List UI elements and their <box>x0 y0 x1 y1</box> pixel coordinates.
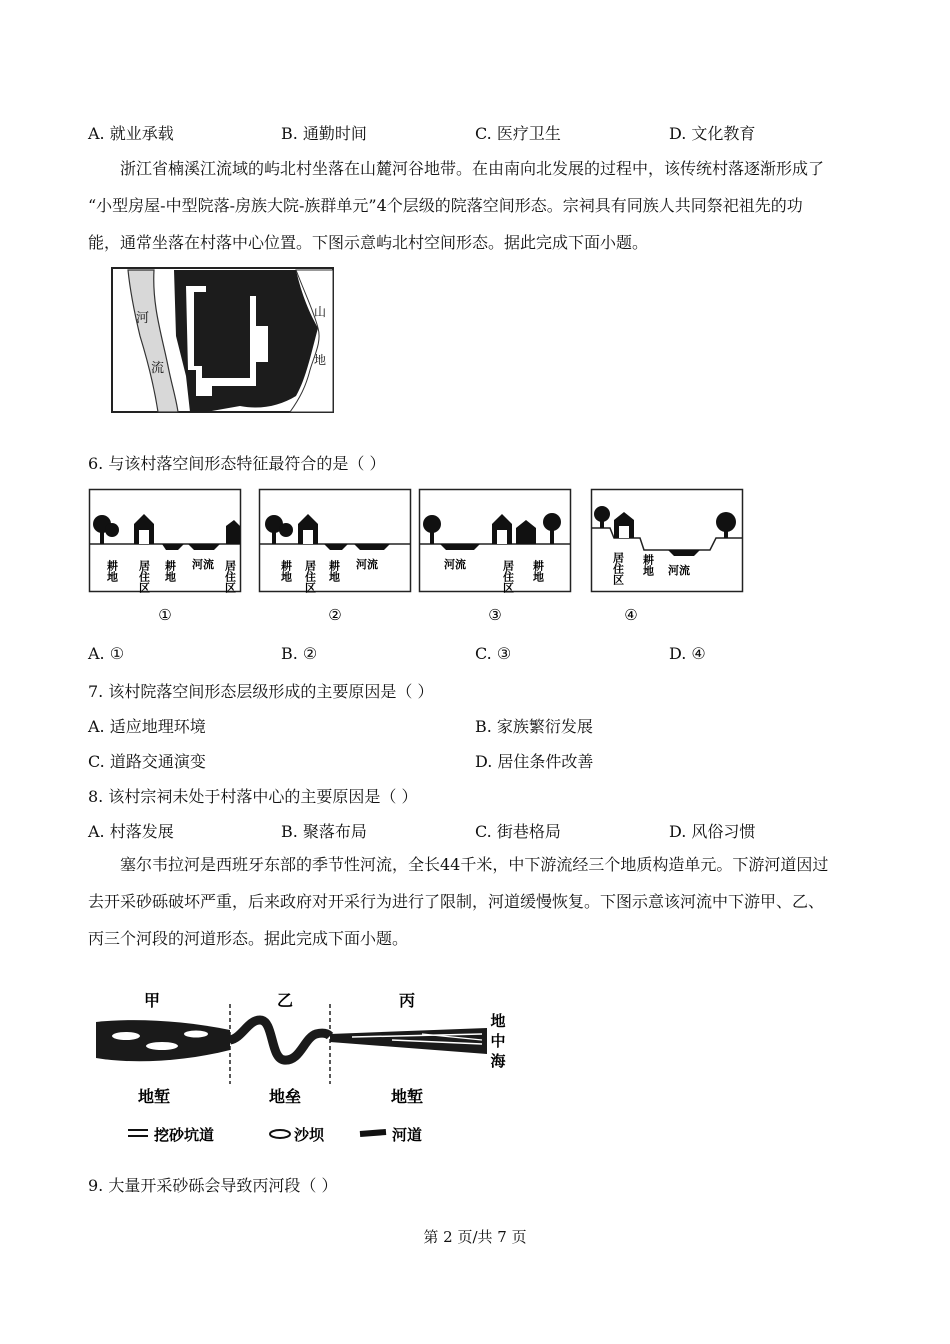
diagram-number: ③ <box>488 606 502 624</box>
passage-river-line-2: 去开采砂砾破坏严重，后来政府对开采行为进行了限制，河道缓慢恢复。下图示意该河流中下游甲、乙、 <box>88 892 825 911</box>
diagram-label: 居住区 <box>223 560 237 593</box>
q7-option-c[interactable]: C. 道路交通演变 <box>88 752 206 771</box>
diagram-number: ② <box>328 606 342 624</box>
passage-village <box>88 150 863 261</box>
diagram-label: 耕地 <box>105 560 119 582</box>
passage-village-line-3: 能，通常坐落在村落中心位置。下图示意屿北村空间形态。据此完成下面小题。 <box>88 233 649 252</box>
river-label-1: 河 <box>136 311 150 326</box>
q5-option-d[interactable]: D. 文化教育 <box>669 124 756 143</box>
diagram-label: 河流 <box>444 558 466 571</box>
q8-option-c[interactable]: C. 街巷格局 <box>475 822 561 841</box>
q5-option-a[interactable]: A. 就业承载 <box>88 124 174 143</box>
sand-bar-legend-icon <box>270 1130 290 1138</box>
river-segment-jia <box>96 1020 230 1061</box>
q8-option-a[interactable]: A. 村落发展 <box>88 822 174 841</box>
q8-stem: 8. 该村宗祠未处于村落中心的主要原因是（ ） <box>88 787 418 806</box>
sea-label-2: 中 <box>490 1032 506 1050</box>
diagram-label: 耕地 <box>163 560 177 582</box>
q9-stem: 9. 大量开采砂砾会导致丙河段（ ） <box>88 1176 338 1195</box>
diagram-label: 耕地 <box>641 554 655 576</box>
q8-option-d[interactable]: D. 风俗习惯 <box>669 822 756 841</box>
q6-diagram-4[interactable] <box>590 488 744 628</box>
sand-bar-icon <box>146 1042 178 1050</box>
diagram-label: 耕地 <box>327 560 341 582</box>
village-map-figure <box>110 266 335 414</box>
segment-label-bing: 丙 <box>398 991 416 1010</box>
passage-village-line-2: “小型房屋-中型院落-房族大院-族群单元”4个层级的院落空间形态。宗祠具有同族人共同祭祀祖先的功 <box>88 196 803 215</box>
river-icon <box>440 544 480 550</box>
q7-option-d[interactable]: D. 居住条件改善 <box>475 752 594 771</box>
segment-label-jia: 甲 <box>143 991 161 1010</box>
structure-label-yi: 地垒 <box>268 1087 302 1106</box>
diagram-label: 居住区 <box>501 560 515 593</box>
q5-option-b[interactable]: B. 通勤时间 <box>281 124 367 143</box>
sand-bar-icon <box>184 1031 208 1038</box>
q8-option-b[interactable]: B. 聚落布局 <box>281 822 367 841</box>
structure-label-bing: 地堑 <box>390 1087 424 1106</box>
diagram-label: 耕地 <box>279 560 293 582</box>
q5-option-c[interactable]: C. 医疗卫生 <box>475 124 561 143</box>
q7-stem: 7. 该村院落空间形态层级形成的主要原因是（ ） <box>88 682 434 701</box>
page-footer: 第 2 页/共 7 页 <box>423 1228 527 1246</box>
village-core-block <box>194 292 250 378</box>
passage-village-line-1: 浙江省楠溪江流域的屿北村坐落在山麓河谷地带。在由南向北发展的过程中，该传统村落逐渐形成了 <box>120 159 825 178</box>
q6-option-a[interactable]: A. ① <box>88 644 125 663</box>
q6-stem: 6. 与该村落空间形态特征最符合的是（ ） <box>88 454 386 473</box>
segment-label-yi: 乙 <box>276 991 294 1010</box>
q6-option-d[interactable]: D. ④ <box>669 644 706 663</box>
q6-option-b[interactable]: B. ② <box>281 644 318 663</box>
diagram-number: ④ <box>624 606 638 624</box>
legend-sand-pit: 挖砂坑道 <box>154 1126 215 1144</box>
river-segment-yi <box>230 1020 330 1060</box>
legend-sand-bar: 沙坝 <box>294 1126 325 1144</box>
sea-label-3: 海 <box>490 1052 506 1070</box>
q6-diagram-1[interactable] <box>88 488 242 628</box>
river-channel-figure <box>92 984 522 1149</box>
passage-river-line-1: 塞尔韦拉河是西班牙东部的季节性河流，全长44千米，中下游流经三个地质构造单元。下游河道因过 <box>120 855 829 874</box>
mountain-label-1: 山 <box>314 305 327 319</box>
mountain-label-2: 地 <box>314 353 327 367</box>
diagram-label: 河流 <box>668 564 690 577</box>
river-label-2: 流 <box>151 361 165 376</box>
tree-icon <box>105 523 119 537</box>
tree-icon <box>279 523 293 537</box>
river-icon <box>354 544 390 550</box>
legend-channel: 河道 <box>392 1126 423 1144</box>
channel-legend-icon <box>360 1132 386 1134</box>
passage-river <box>88 846 863 957</box>
diagram-label: 河流 <box>192 558 214 571</box>
diagram-label: 居住区 <box>611 552 625 585</box>
sand-bar-icon <box>112 1032 140 1040</box>
sea-label-1: 地 <box>490 1012 506 1030</box>
sand-pit-legend-icon <box>128 1130 148 1136</box>
structure-label-jia: 地堑 <box>137 1087 171 1106</box>
q6-diagram-2[interactable] <box>258 488 412 628</box>
diagram-label: 居住区 <box>303 560 317 593</box>
diagram-label: 耕地 <box>531 560 545 582</box>
passage-river-line-3: 丙三个河段的河道形态。据此完成下面小题。 <box>88 929 409 948</box>
q6-option-c[interactable]: C. ③ <box>475 644 512 663</box>
q7-option-a[interactable]: A. 适应地理环境 <box>88 717 206 736</box>
q7-option-b[interactable]: B. 家族繁衍发展 <box>475 717 593 736</box>
q6-diagram-3[interactable] <box>418 488 572 628</box>
diagram-label: 居住区 <box>137 560 151 593</box>
diagram-number: ① <box>158 606 172 624</box>
diagram-label: 河流 <box>356 558 378 571</box>
